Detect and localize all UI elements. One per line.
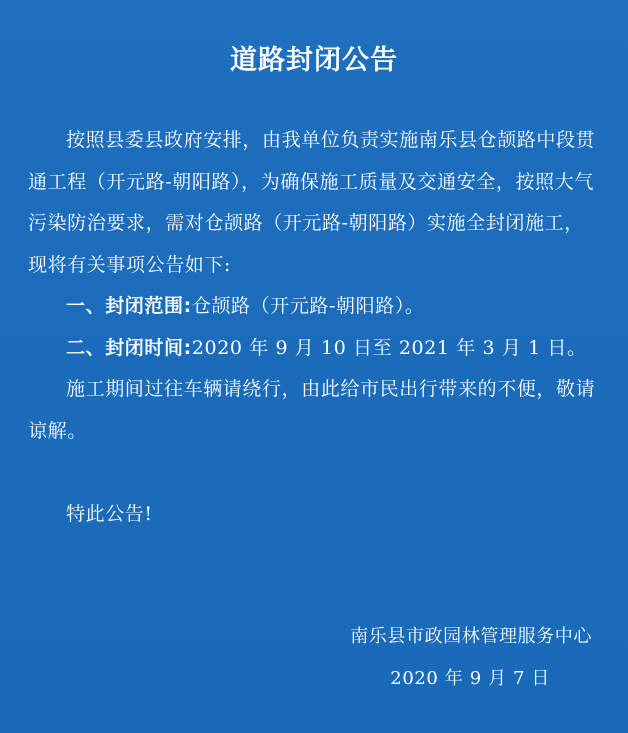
intro-paragraph: 按照县委县政府安排，由我单位负责实施南乐县仓颉路中段贯通工程（开元路-朝阳路），为确保施工质量及交通安全，按照大气污染防治要求，需对仓颉路（开元路-朝阳路）实施全封闭施工，现将有关事项公告如下: (28, 129, 596, 276)
signature-date: 2020 年 9 月 7 日 (390, 668, 550, 689)
closure-time-label: 二、封闭时间: (66, 336, 192, 359)
closure-time-line (28, 328, 600, 370)
closure-scope-line (28, 286, 600, 328)
closure-scope-label: 一、封闭范围: (66, 295, 192, 317)
signature-organization: 南乐县市政园林管理服务中心 (350, 626, 592, 647)
closing-line: 特此公告! (66, 502, 153, 525)
notice-title: 道路封闭公告 (230, 45, 398, 76)
closure-time-value: 2020 年 9 月 10 日至 2021 年 3 月 1 日。 (191, 336, 587, 359)
closure-scope-value: 仓颉路（开元路-朝阳路）。 (191, 295, 425, 317)
signature-block (350, 616, 592, 700)
notice-body (28, 120, 600, 535)
apology-paragraph: 施工期间过往车辆请绕行，由此给市民出行带来的不便，敬请谅解。 (28, 378, 596, 442)
